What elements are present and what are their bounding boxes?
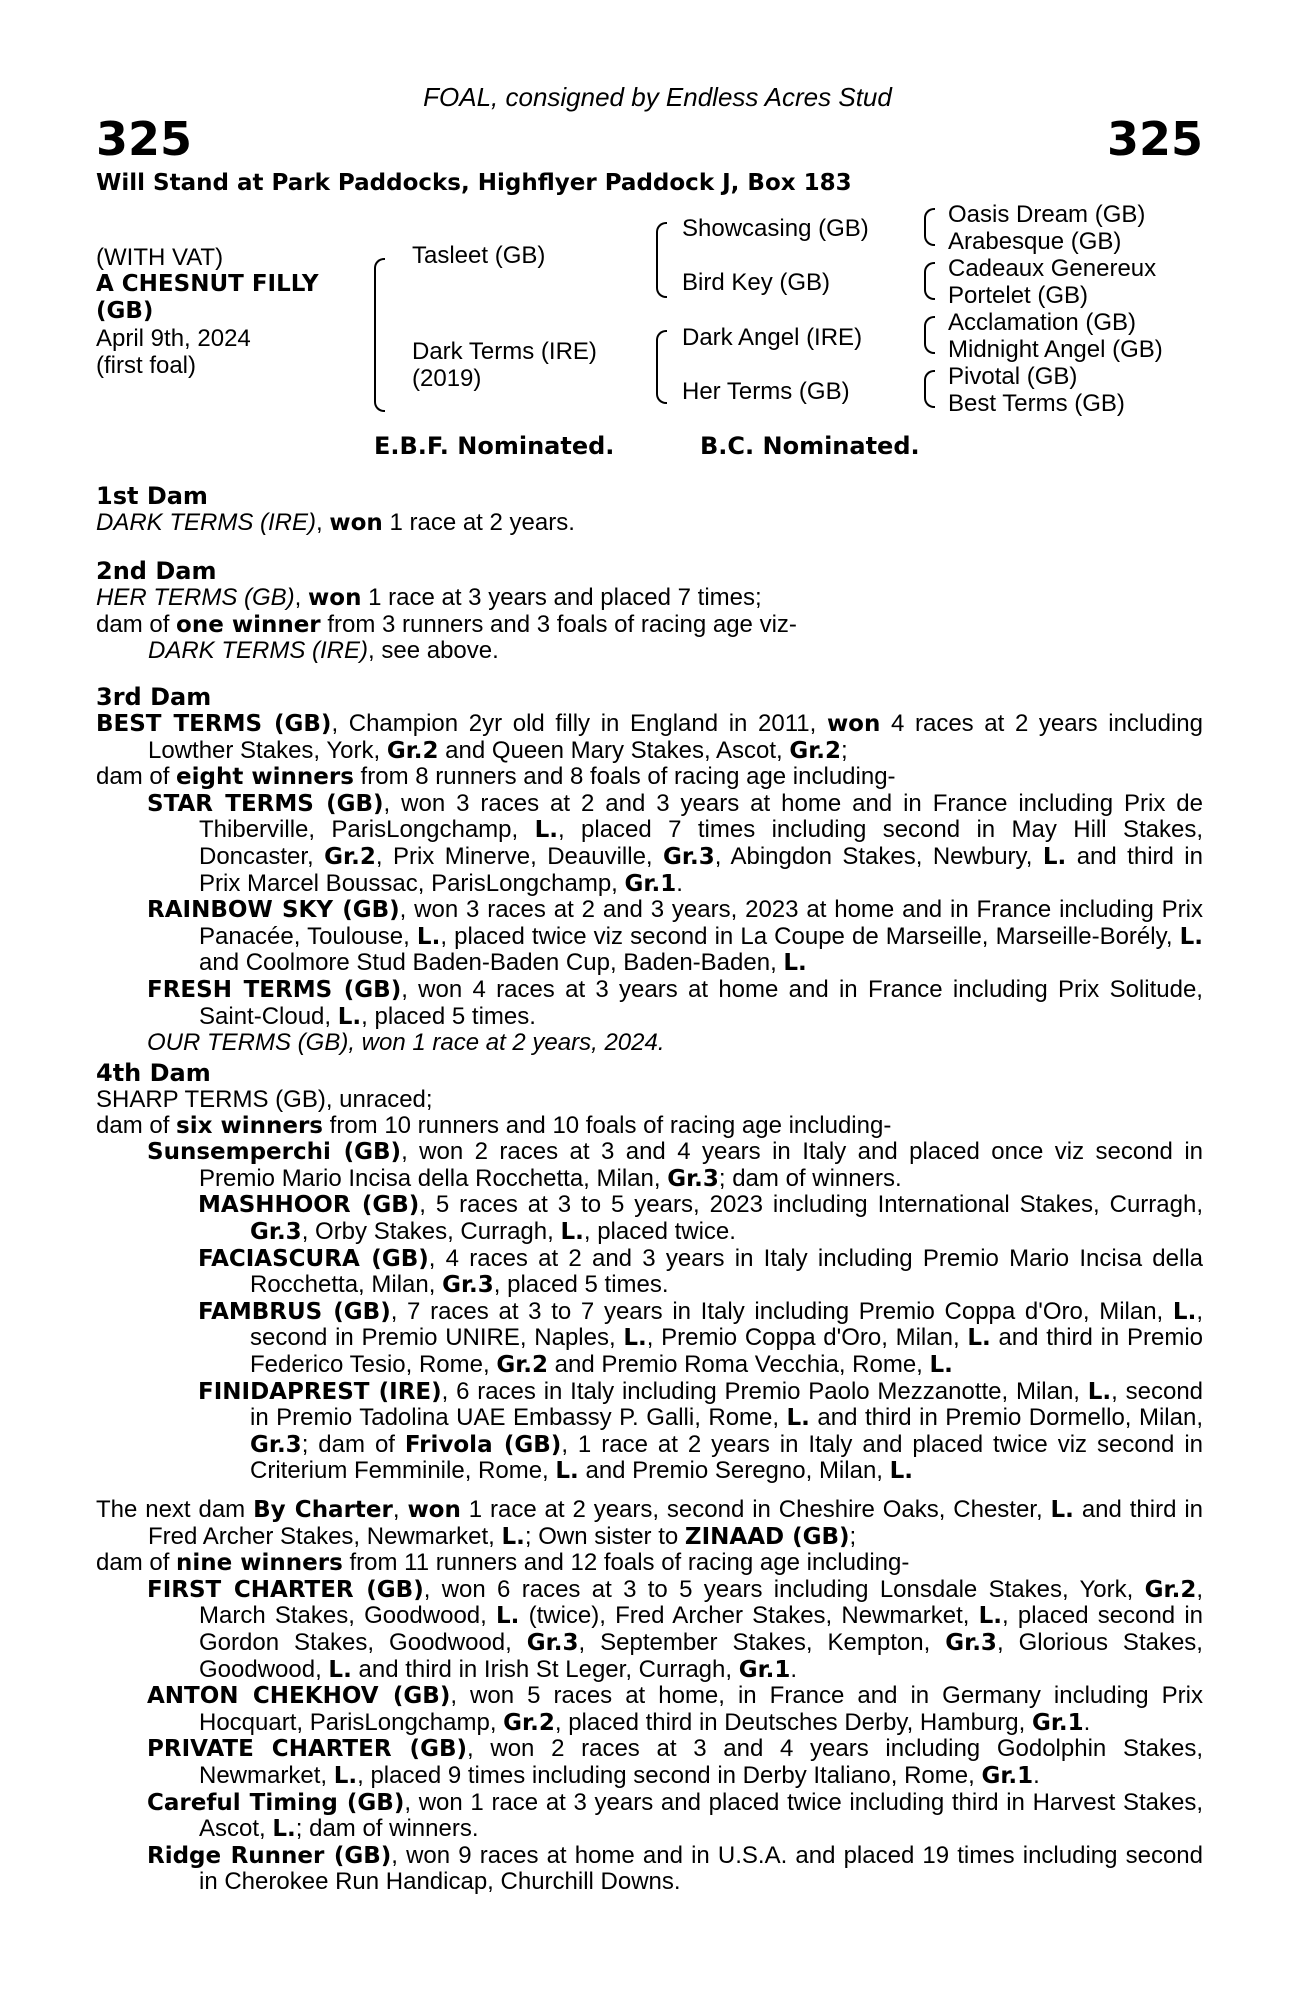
- pedigree-dam-dam: Her Terms (GB): [682, 378, 850, 405]
- first-dam-heading: 1st Dam: [96, 482, 208, 510]
- produce-anton-chekhov: ANTON CHEKHOV (GB), won 5 races at home, in France and in Germany including Prix Hocquart, ParisLongchamp, Gr.2, placed third in Deutsches Derby, Hamburg, Gr.1.: [147, 1682, 1203, 1736]
- produce-rainbow-sky: RAINBOW SKY (GB), won 3 races at 2 and 3 years, 2023 at home and in France including Prix Panacée, Toulouse, L., placed twice viz second in La Coupe de Marseille, Marseille-Borély, L. and Coolmore Stud Baden-Baden Cup, Baden-Baden, L.: [147, 896, 1203, 977]
- subject-block: [96, 244, 319, 379]
- produce-mashhoor: MASHHOOR (GB), 5 races at 3 to 5 years, 2023 including International Stakes, Curragh, Gr.3, Orby Stakes, Curragh, L., placed twice.: [198, 1191, 1203, 1245]
- pedigree-dam-sire: Dark Angel (IRE): [682, 324, 863, 351]
- pedigree-dam-year: (2019): [412, 365, 482, 392]
- pedigree-dss: Acclamation (GB): [948, 309, 1137, 336]
- pedigree-brace-3c: [924, 316, 935, 354]
- second-dam-heading: 2nd Dam: [96, 557, 217, 585]
- subject-country: (GB): [96, 298, 154, 324]
- consignment-line: FOAL, consigned by Endless Acres Stud: [423, 82, 892, 112]
- produce-ridge-runner: Ridge Runner (GB), won 9 races at home and in U.S.A. and placed 19 times including second in Cherokee Run Handicap, Churchill Downs.: [147, 1841, 1204, 1896]
- second-dam-produce: dam of one winner from 3 runners and 3 foals of racing age viz-: [96, 610, 797, 638]
- pedigree-brace-3d: [924, 370, 935, 408]
- pedigree-sire: Tasleet (GB): [412, 242, 546, 269]
- stand-location: Will Stand at Park Paddocks, Highflyer Paddock J, Box 183: [96, 170, 852, 196]
- third-dam-produce: dam of eight winners from 8 runners and 8 foals of racing age including-: [96, 763, 896, 791]
- fourth-dam-section: [96, 1059, 1203, 1485]
- subject-name: A CHESNUT FILLY: [96, 271, 319, 297]
- third-dam-heading: 3rd Dam: [96, 683, 212, 711]
- foal-note: (first foal): [96, 352, 197, 379]
- third-dam-section: [96, 683, 1203, 1056]
- ebf-nominated: E.B.F. Nominated.: [374, 432, 615, 460]
- produce-our-terms: OUR TERMS (GB), won 1 race at 2 years, 2024.: [147, 1029, 665, 1057]
- produce-fambrus: FAMBRUS (GB), 7 races at 3 to 7 years in Italy including Premio Coppa d'Oro, Milan, L., second in Premio UNIRE, Naples, L., Premio Coppa d'Oro, Milan, L. and third in Premio Federico Tesio, Rome, Gr.2 and Premio Roma Vecchia, Rome, L.: [198, 1297, 1203, 1378]
- pedigree-brace-1: [374, 258, 385, 412]
- vat-note: (WITH VAT): [96, 244, 224, 271]
- pedigree-brace-3b: [924, 262, 935, 300]
- pedigree-ssd: Arabesque (GB): [948, 228, 1122, 255]
- pedigree-sire-sire: Showcasing (GB): [682, 215, 869, 242]
- produce-star-terms: STAR TERMS (GB), won 3 races at 2 and 3 years at home and in France including Prix de Thiberville, ParisLongchamp, L., placed 7 times including second in May Hill Stakes, Doncaster, Gr.2, Prix Minerve, Deauville, Gr.3, Abingdon Stakes, Newbury, L. and third in Prix Marcel Boussac, ParisLongchamp, Gr.1.: [147, 789, 1203, 897]
- third-dam-text: BEST TERMS (GB), Champion 2yr old filly in England in 2011, won 4 races at 2 years including Lowther Stakes, York, Gr.2 and Queen Mary Stakes, Ascot, Gr.2;: [96, 710, 1203, 764]
- pedigree-sdd: Portelet (GB): [948, 282, 1089, 309]
- bc-nominated: B.C. Nominated.: [700, 432, 920, 460]
- first-dam-text: DARK TERMS (IRE), won 1 race at 2 years.: [96, 509, 575, 536]
- pedigree-sire-dam: Bird Key (GB): [682, 269, 831, 296]
- pedigree-brace-2a: [656, 222, 667, 298]
- pedigree-sds: Cadeaux Genereux: [948, 255, 1157, 282]
- pedigree-dds: Pivotal (GB): [948, 363, 1078, 390]
- second-dam-text: HER TERMS (GB), won 1 race at 3 years and placed 7 times;: [96, 584, 762, 611]
- fourth-dam-heading: 4th Dam: [96, 1059, 211, 1087]
- produce-sunsemperchi: Sunsemperchi (GB), won 2 races at 3 and 4 years in Italy and placed once viz second in Premio Mario Incisa della Rocchetta, Milan, Gr.3; dam of winners.: [147, 1138, 1204, 1192]
- lot-number-right: 325: [1106, 112, 1203, 166]
- produce-faciascura: FACIASCURA (GB), 4 races at 2 and 3 years in Italy including Premio Mario Incisa della Rocchetta, Milan, Gr.3, placed 5 times.: [198, 1244, 1203, 1299]
- produce-private-charter: PRIVATE CHARTER (GB), won 2 races at 3 and 4 years including Godolphin Stakes, Newmarket, L., placed 9 times including second in Derby Italiano, Rome, Gr.1.: [147, 1735, 1203, 1789]
- pedigree-dam: Dark Terms (IRE): [412, 338, 597, 365]
- pedigree-dsd: Midnight Angel (GB): [948, 336, 1163, 363]
- second-dam-child: DARK TERMS (IRE), see above.: [148, 637, 499, 665]
- produce-fresh-terms: FRESH TERMS (GB), won 4 races at 3 years at home and in France including Prix Solitude, Saint-Cloud, L., placed 5 times.: [147, 975, 1203, 1030]
- fourth-dam-produce: dam of six winners from 10 runners and 10 foals of racing age including-: [96, 1111, 892, 1139]
- pedigree-ddd: Best Terms (GB): [948, 390, 1125, 417]
- pedigree-brace-2b: [656, 330, 667, 404]
- pedigree-brace-3a: [924, 208, 935, 246]
- pedigree-sss: Oasis Dream (GB): [948, 201, 1146, 228]
- second-dam-section: [96, 557, 1203, 664]
- produce-finidaprest: FINIDAPREST (IRE), 6 races in Italy including Premio Paolo Mezzanotte, Milan, L., second in Premio Tadolina UAE Embassy P. Galli, Rome, L. and third in Premio Dormello, Milan, Gr.3; dam of Frivola (GB), 1 race at 2 years in Italy and placed twice viz second in Criterium Femminile, Rome, L. and Premio Seregno, Milan, L.: [198, 1377, 1204, 1485]
- produce-first-charter: FIRST CHARTER (GB), won 6 races at 3 to 5 years including Lonsdale Stakes, York, Gr.2, March Stakes, Goodwood, L. (twice), Fred Archer Stakes, Newmarket, L., placed second in Gordon Stakes, Goodwood, Gr.3, September Stakes, Kempton, Gr.3, Glorious Stakes, Goodwood, L. and third in Irish St Leger, Curragh, Gr.1.: [147, 1575, 1203, 1683]
- produce-careful-timing: Careful Timing (GB), won 1 race at 3 years and placed twice including third in Harvest Stakes, Ascot, L.; dam of winners.: [147, 1788, 1203, 1843]
- next-dam-produce: dam of nine winners from 11 runners and 12 foals of racing age including-: [96, 1549, 910, 1577]
- fourth-dam-text: SHARP TERMS (GB), unraced;: [96, 1086, 433, 1113]
- date-of-birth: April 9th, 2024: [96, 325, 251, 352]
- first-dam-section: [96, 482, 1203, 537]
- lot-number-left: 325: [96, 112, 193, 166]
- next-dam-section: [96, 1497, 1203, 1895]
- next-dam-text: The next dam By Charter, won 1 race at 2 years, second in Cheshire Oaks, Chester, L. and third in Fred Archer Stakes, Newmarket, L.; Own sister to ZINAAD (GB);: [96, 1496, 1203, 1550]
